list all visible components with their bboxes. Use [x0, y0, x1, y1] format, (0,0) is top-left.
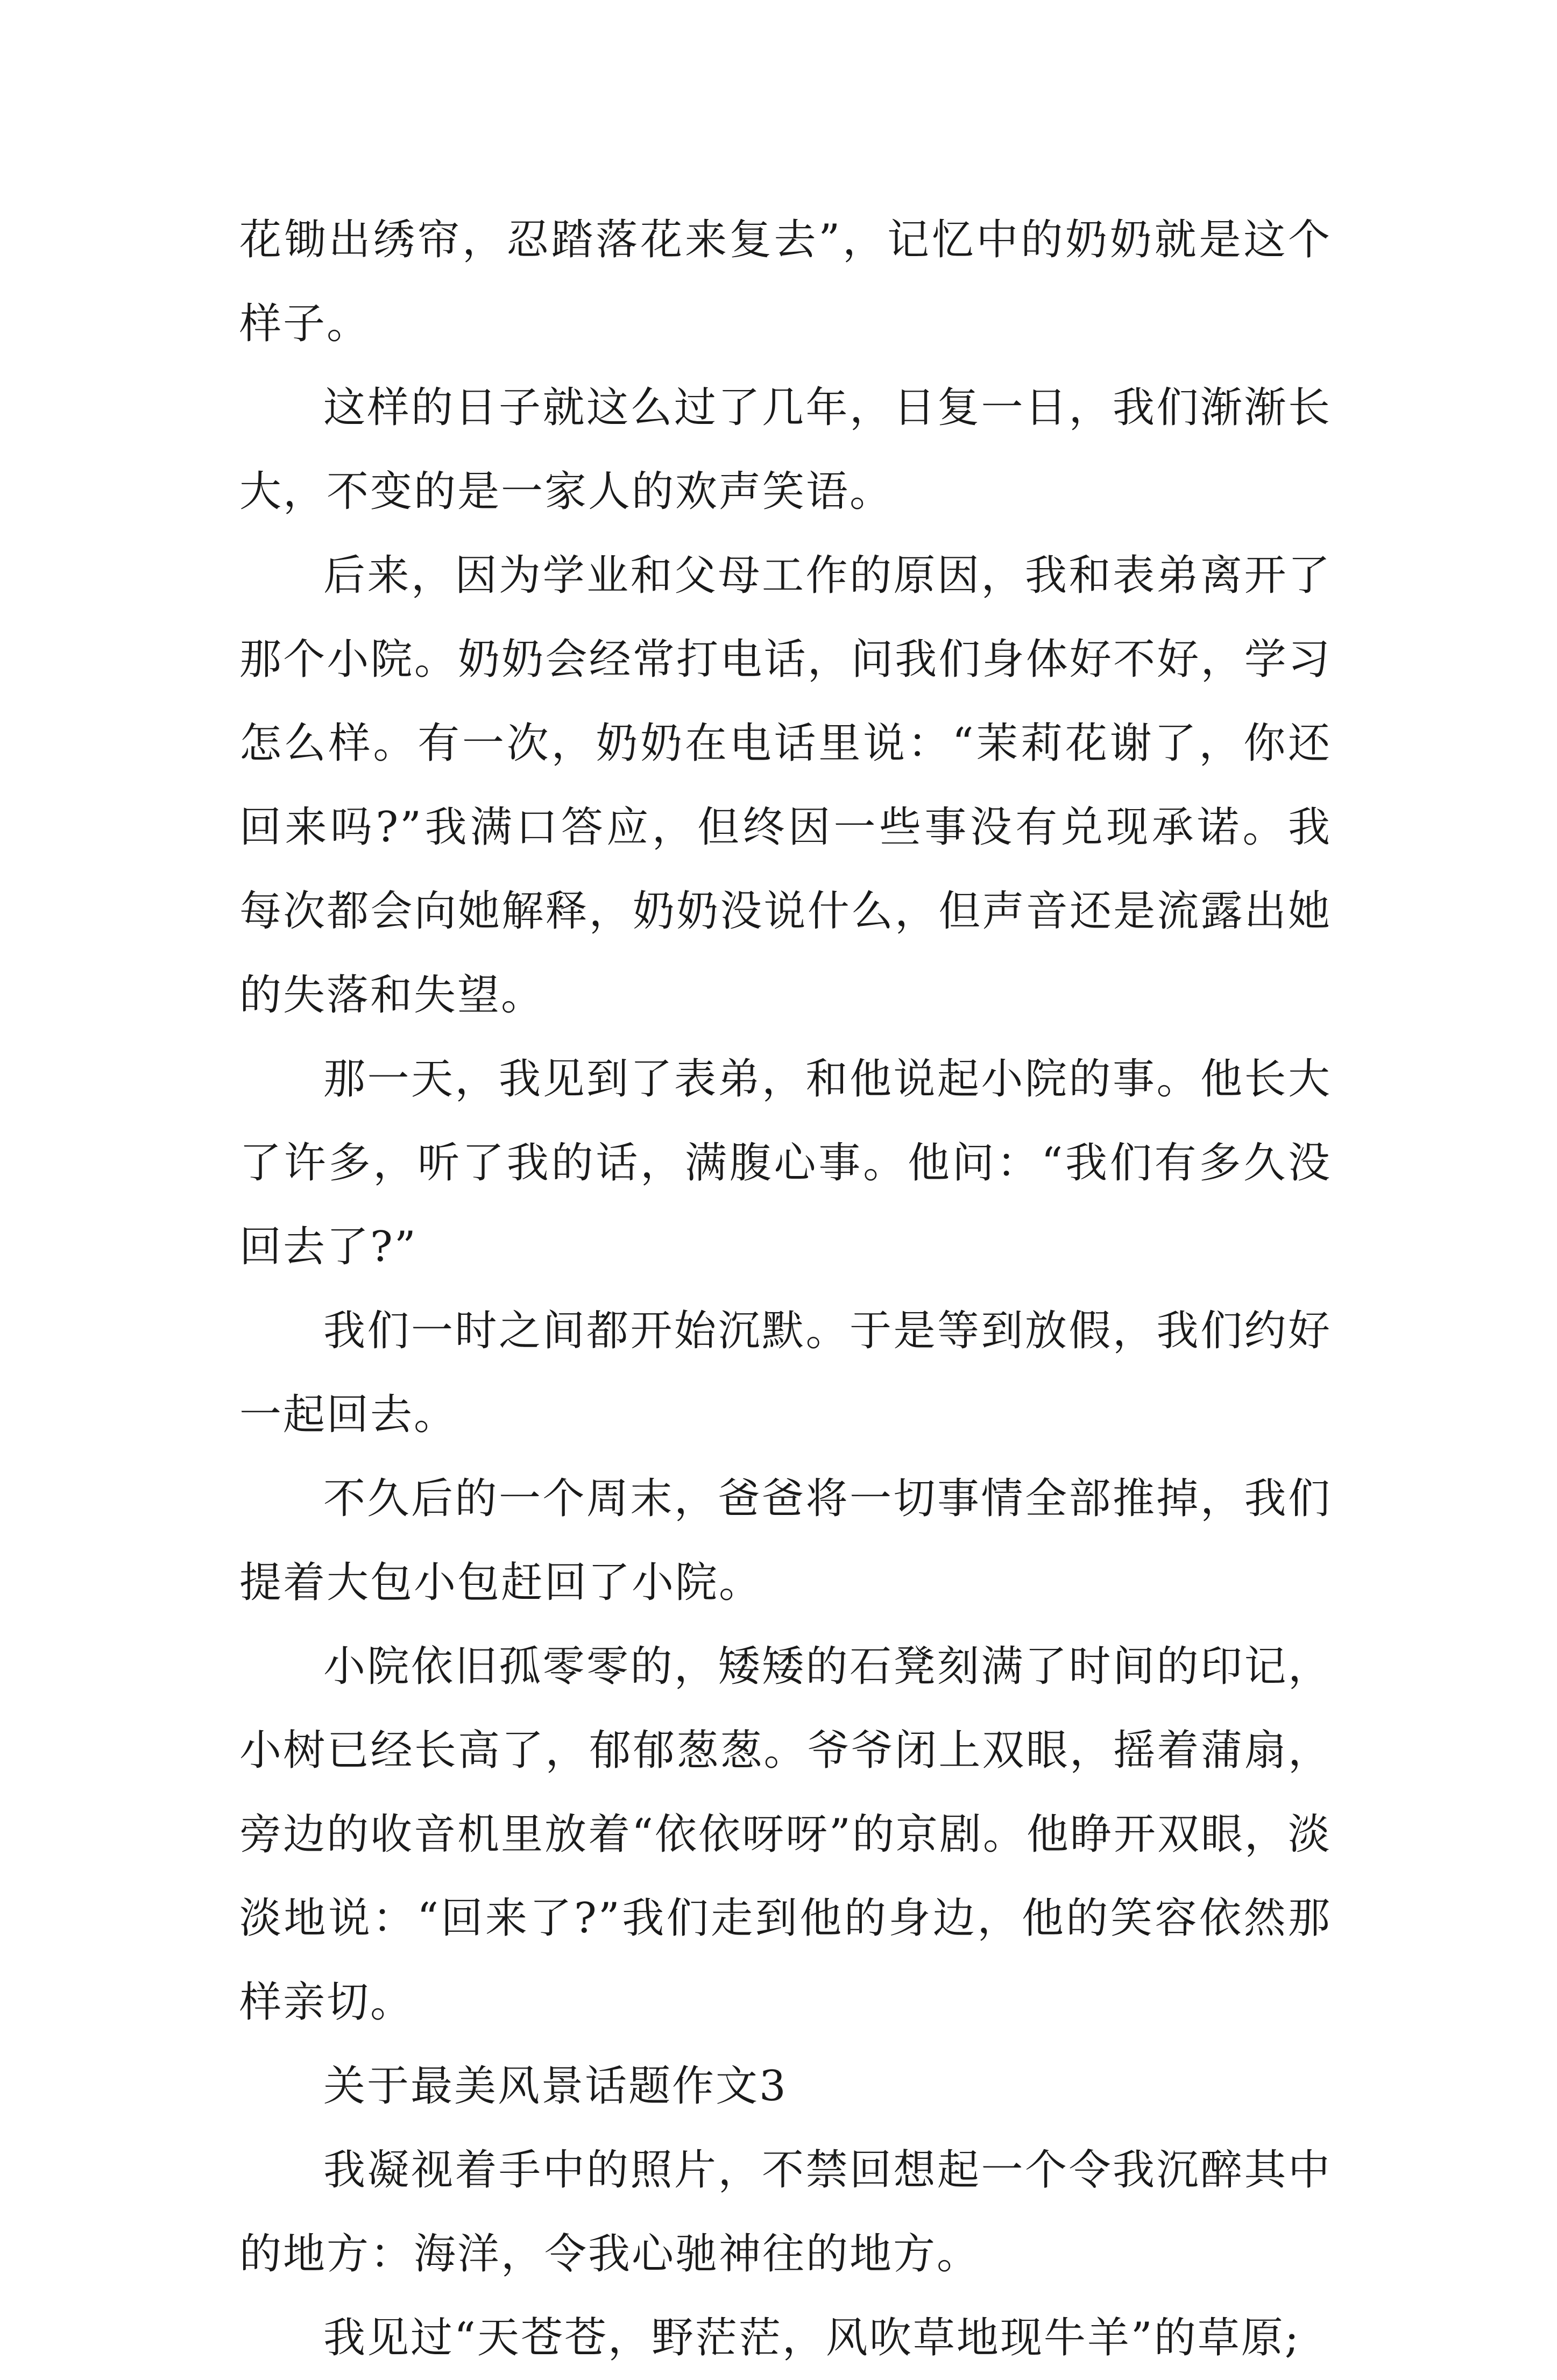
paragraph: 这样的日子就这么过了几年，日复一日，我们渐渐长大，不变的是一家人的欢声笑语。: [239, 384, 1332, 516]
document-body: [239, 198, 1332, 2380]
paragraph: 后来，因为学业和父母工作的原因，我和表弟离开了那个小院。奶奶会经常打电话，问我们身体好不好，学习怎么样。有一次，奶奶在电话里说：“茉莉花谢了，你还回来吗?”我满口答应，但终因一些事没有兑现承诺。我每次都会向她解释，奶奶没说什么，但声音还是流露出她的失落和失望。: [239, 551, 1332, 1019]
paragraph: 那一天，我见到了表弟，和他说起小院的事。他长大了许多，听了我的话，满腹心事。他问：“我们有多久没回去了?”: [239, 1055, 1332, 1271]
paragraph: 我们一时之间都开始沉默。于是等到放假，我们约好一起回去。: [239, 1307, 1332, 1439]
paragraph: 我见过“天苍苍，野茫茫，风吹草地现牛羊”的草原;: [323, 2314, 1301, 2362]
paragraph: 不久后的一个周末，爸爸将一切事情全部推掉，我们提着大包小包赶回了小院。: [239, 1475, 1332, 1607]
paragraph: 我凝视着手中的照片，不禁回想起一个令我沉醉其中的地方：海洋，令我心驰神往的地方。: [239, 2146, 1332, 2278]
section-heading: 关于最美风景话题作文3: [323, 2062, 788, 2110]
paragraph: 小院依旧孤零零的，矮矮的石凳刻满了时间的印记，小树已经长高了，郁郁葱葱。爷爷闭上双眼，摇着蒲扇，旁边的收音机里放着“依依呀呀”的京剧。他睁开双眼，淡淡地说：“回来了?”我们走到他的身边，他的笑容依然那样亲切。: [239, 1642, 1332, 2027]
paragraph-continuation: 花锄出绣帘，忍踏落花来复去”，记忆中的奶奶就是这个样子。: [239, 216, 1332, 348]
